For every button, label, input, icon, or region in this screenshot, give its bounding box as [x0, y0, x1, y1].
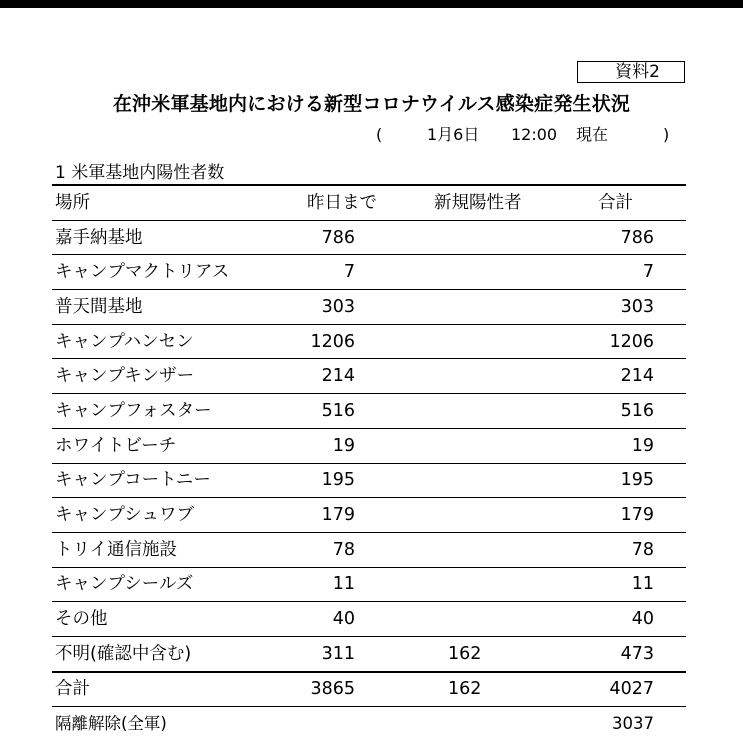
cell-place: キャンプマクトリアス	[52, 255, 302, 290]
cell-new: 162	[428, 636, 568, 671]
cell-place: 普天間基地	[52, 290, 302, 325]
cell-place: キャンプシュワブ	[52, 498, 302, 533]
cell-place: キャンプフォスター	[52, 394, 302, 429]
cell-place: キャンプコートニー	[52, 463, 302, 498]
date-close-paren: )	[663, 125, 670, 144]
cell-total: 516	[568, 394, 686, 429]
table-row	[52, 532, 686, 567]
cell-total: 11	[568, 567, 686, 602]
cell-place: キャンプシールズ	[52, 567, 302, 602]
cell-new	[428, 428, 568, 463]
table-row	[52, 324, 686, 359]
header-total: 合計	[568, 185, 686, 220]
release-row	[52, 707, 686, 741]
cell-total: 4027	[568, 672, 686, 707]
cell-place: キャンプハンセン	[52, 324, 302, 359]
cell-total: 7	[568, 255, 686, 290]
cell-previous: 516	[302, 394, 428, 429]
table-row	[52, 394, 686, 429]
table-row	[52, 567, 686, 602]
cell-previous	[302, 707, 428, 741]
cell-place: トリイ通信施設	[52, 532, 302, 567]
header-place: 場所	[52, 185, 302, 220]
cell-total: 40	[568, 602, 686, 637]
cell-previous: 19	[302, 428, 428, 463]
cell-total: 303	[568, 290, 686, 325]
report-time: 12:00	[511, 125, 558, 144]
cell-total: 195	[568, 463, 686, 498]
cell-previous: 311	[302, 636, 428, 671]
cell-new	[428, 532, 568, 567]
table-row	[52, 220, 686, 255]
section-heading: 1 米軍基地内陽性者数	[55, 163, 225, 183]
cell-place: キャンプキンザー	[52, 359, 302, 394]
cell-previous: 179	[302, 498, 428, 533]
cell-new	[428, 220, 568, 255]
cell-new	[428, 602, 568, 637]
cell-total: 3037	[612, 714, 654, 734]
table-row	[52, 359, 686, 394]
cell-total: 473	[568, 636, 686, 671]
table-row	[52, 255, 686, 290]
table-row	[52, 602, 686, 637]
report-date: 1月6日	[427, 125, 480, 144]
table-row	[52, 498, 686, 533]
total-row	[52, 672, 686, 707]
cell-place: 隔離解除(全軍)	[55, 714, 167, 734]
top-border-bar	[0, 0, 743, 8]
table-row	[52, 290, 686, 325]
cell-previous: 78	[302, 532, 428, 567]
cell-previous: 214	[302, 359, 428, 394]
cell-place: 嘉手納基地	[52, 220, 302, 255]
header-previous: 昨日まで	[302, 185, 428, 220]
cell-total: 786	[568, 220, 686, 255]
page-title: 在沖米軍基地内における新型コロナウイルス感染症発生状況	[112, 93, 631, 115]
cell-new	[428, 394, 568, 429]
cell-new	[428, 463, 568, 498]
cell-total: 19	[568, 428, 686, 463]
cell-new	[428, 567, 568, 602]
cell-place: 合計	[52, 672, 302, 707]
table-row	[52, 428, 686, 463]
table-header-row	[52, 185, 686, 220]
cell-previous: 303	[302, 290, 428, 325]
table-row	[52, 463, 686, 498]
cell-previous: 195	[302, 463, 428, 498]
cell-total: 1206	[568, 324, 686, 359]
cell-total: 214	[568, 359, 686, 394]
cell-new	[428, 498, 568, 533]
cell-previous: 40	[302, 602, 428, 637]
cell-new: 162	[428, 672, 568, 707]
cell-previous: 7	[302, 255, 428, 290]
report-status: 現在	[576, 125, 609, 144]
positive-cases-table	[52, 184, 686, 741]
cell-new	[428, 359, 568, 394]
header-new: 新規陽性者	[428, 185, 568, 220]
cell-place: ホワイトビーチ	[52, 428, 302, 463]
cell-new	[428, 707, 568, 741]
cell-new	[428, 324, 568, 359]
cell-previous: 1206	[302, 324, 428, 359]
cell-previous: 3865	[302, 672, 428, 707]
table-row	[52, 636, 686, 671]
cell-total: 179	[568, 498, 686, 533]
cell-total: 78	[568, 532, 686, 567]
cell-place: 不明(確認中含む)	[52, 636, 302, 671]
document-label: 資料2	[577, 61, 685, 83]
date-open-paren: (	[376, 125, 383, 144]
cell-new	[428, 290, 568, 325]
cell-place: その他	[52, 602, 302, 637]
cell-new	[428, 255, 568, 290]
cell-previous: 786	[302, 220, 428, 255]
cell-previous: 11	[302, 567, 428, 602]
